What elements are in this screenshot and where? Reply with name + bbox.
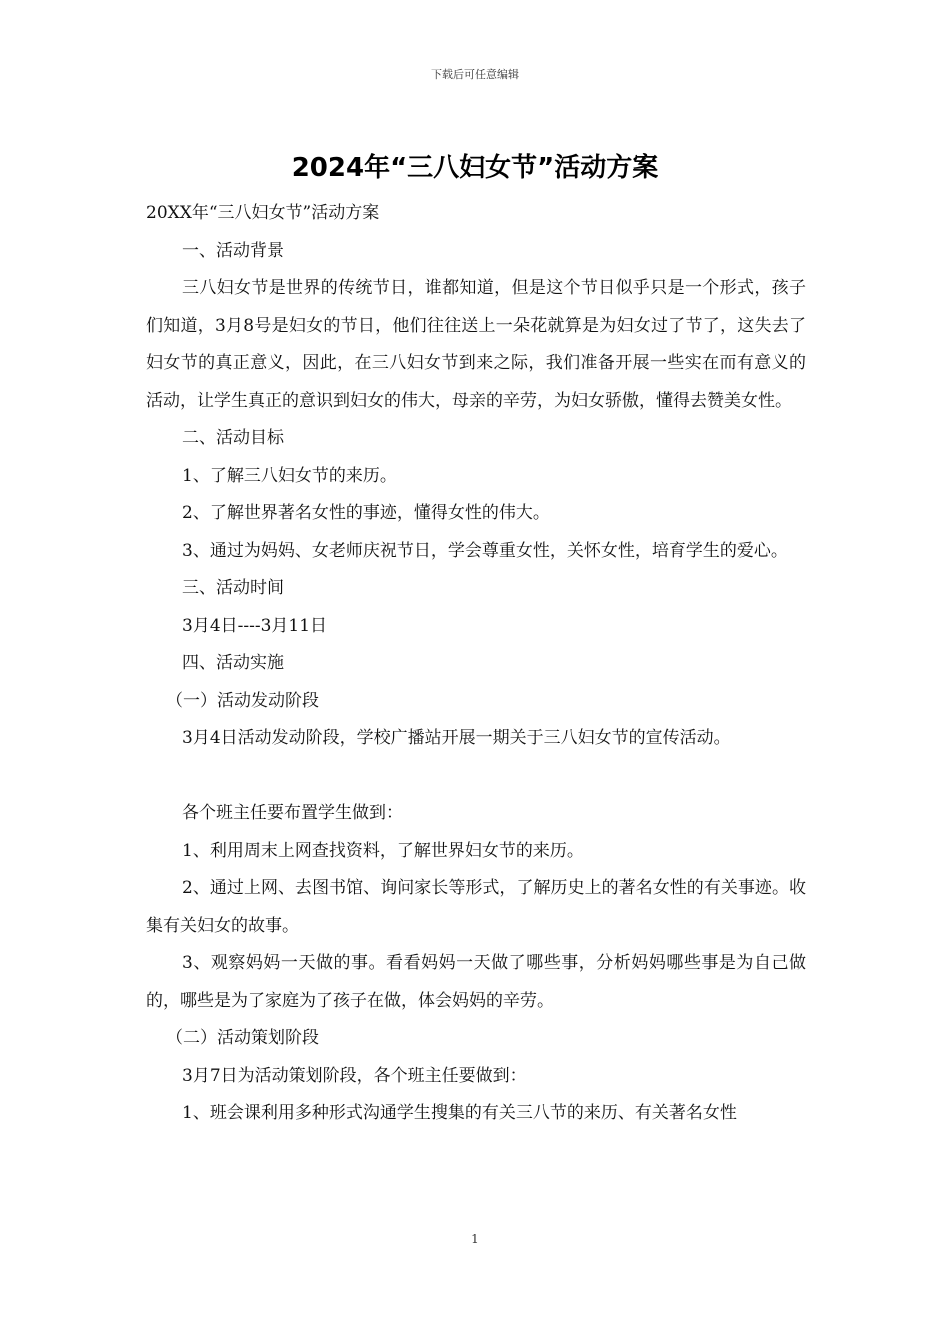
document-body [146, 195, 806, 1133]
paragraph-planning: 3月7日为活动策划阶段，各个班主任要做到： [182, 1065, 527, 1086]
section-heading-implementation: 四、活动实施 [182, 653, 284, 673]
goal-item-3: 3、通过为妈妈、女老师庆祝节日，学会尊重女性，关怀女性，培育学生的爱心。 [182, 540, 788, 561]
task-item-1: 1、利用周末上网查找资料，了解世界妇女节的来历。 [182, 840, 584, 861]
paragraph-launch: 3月4日活动发动阶段，学校广播站开展一期关于三八妇女节的宣传活动。 [182, 728, 731, 748]
paragraph-background: 三八妇女节是世界的传统节日，谁都知道，但是这个节日似乎只是一个形式，孩子们知道，3月8号是妇女的节日，他们往往送上一朵花就算是为妇女过了节了，这失去了妇女节的真正意义，因此，在三八妇女节到来之际，我们准备开展一些实在而有意义的活动，让学生真正的意识到妇女的伟大，母亲的辛劳，为妇女骄傲，懂得去赞美女性。 [146, 278, 806, 411]
subsection-heading-planning: （二）活动策划阶段 [166, 1028, 319, 1048]
subsection-heading-launch: （一）活动发动阶段 [166, 690, 319, 711]
page-header-note: 下载后可任意编辑 [431, 68, 519, 81]
page-number: 1 [471, 1232, 479, 1246]
paragraph-teacher-tasks: 各个班主任要布置学生做到： [182, 803, 403, 823]
blank-line [146, 758, 806, 796]
planning-item-1: 1、班会课利用多种形式沟通学生搜集的有关三八节的来历、有关著名女性 [182, 1103, 737, 1123]
task-item-3: 3、观察妈妈一天做的事。看看妈妈一天做了哪些事，分析妈妈哪些事是为自己做的，哪些是为了家庭为了孩子在做，体会妈妈的辛劳。 [146, 953, 806, 1011]
document-title: 2024年“三八妇女节”活动方案 [291, 153, 659, 183]
goal-item-2: 2、了解世界著名女性的事迹，懂得女性的伟大。 [182, 503, 550, 523]
section-heading-time: 三、活动时间 [182, 578, 284, 598]
activity-time: 3月4日----3月11日 [182, 615, 328, 636]
section-heading-goals: 二、活动目标 [182, 428, 284, 448]
document-subtitle: 20XX年“三八妇女节”活动方案 [146, 203, 380, 223]
goal-item-1: 1、了解三八妇女节的来历。 [182, 465, 397, 486]
section-heading-background: 一、活动背景 [182, 240, 284, 261]
task-item-2: 2、通过上网、去图书馆、询问家长等形式，了解历史上的著名女性的有关事迹。收集有关妇女的故事。 [146, 878, 806, 936]
